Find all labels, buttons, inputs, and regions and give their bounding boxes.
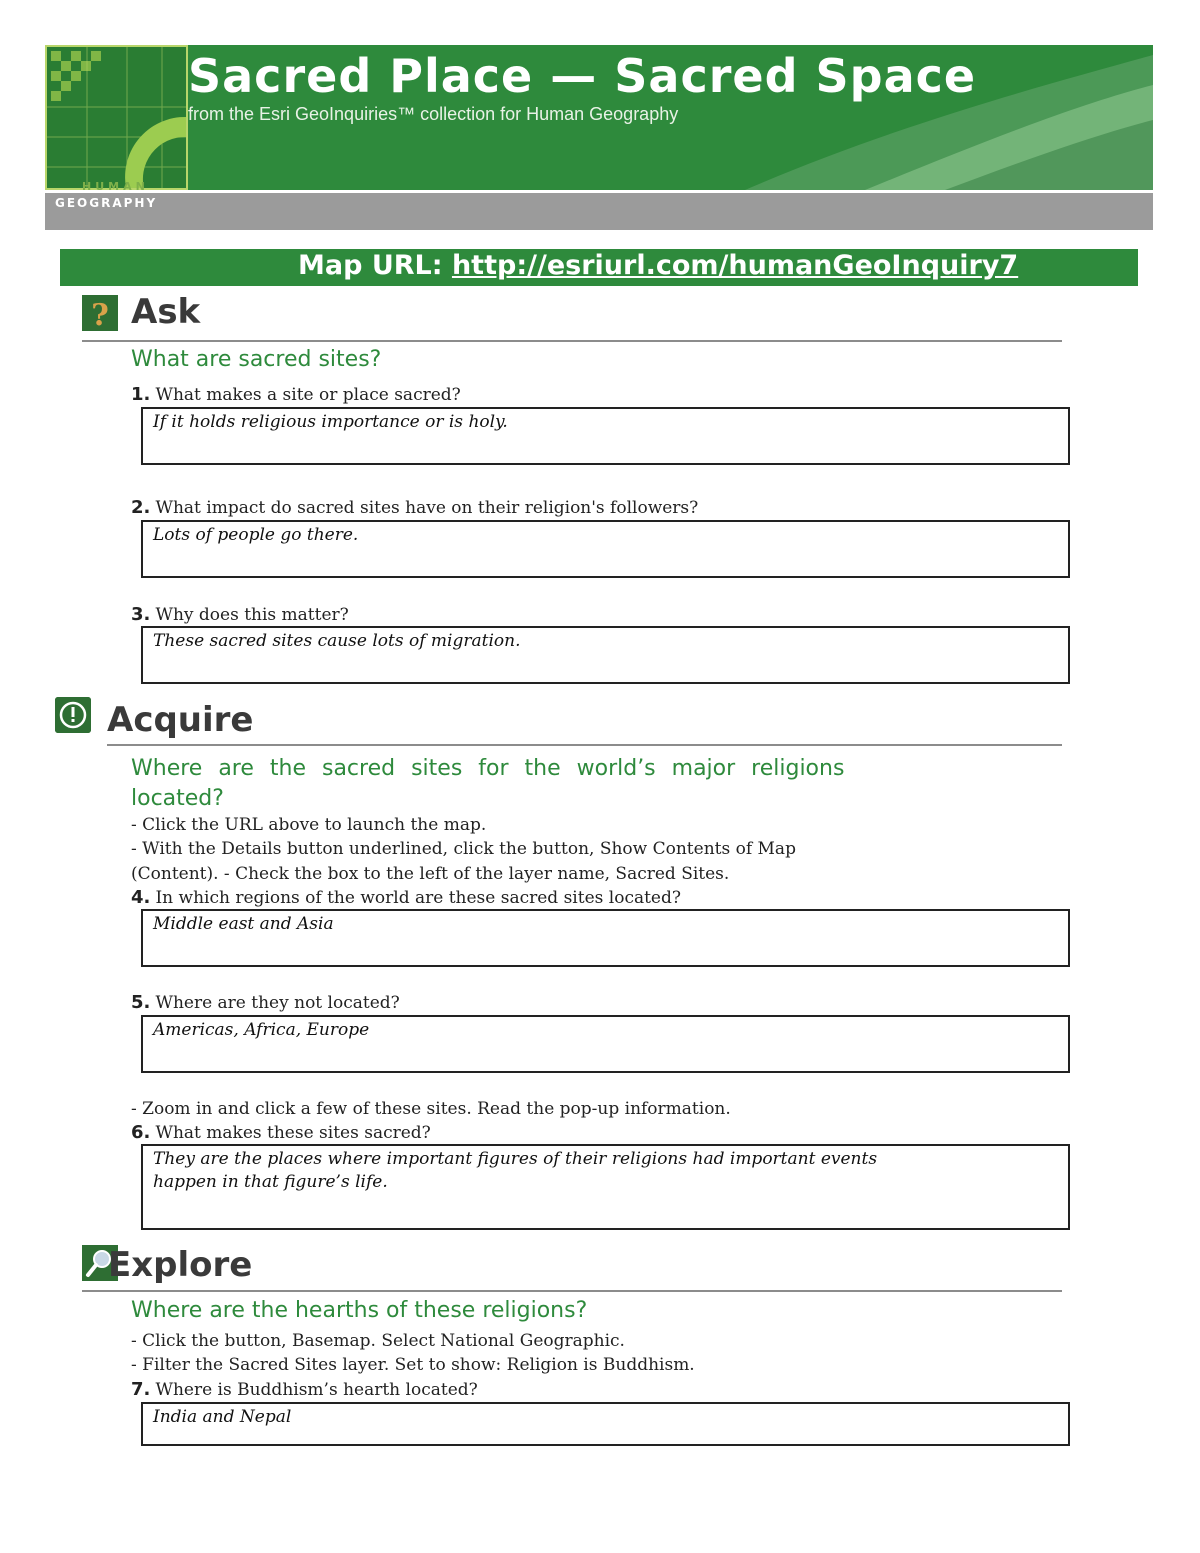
map-url-link[interactable]: http://esriurl.com/humanGeoInquiry7 bbox=[451, 250, 1019, 281]
question-6 bbox=[131, 1122, 431, 1143]
acquire-section-rule bbox=[107, 744, 1062, 746]
instruction-line: - With the Details button underlined, click the button, Show Contents of Map bbox=[131, 839, 796, 859]
question-number: 1. bbox=[131, 384, 151, 405]
answer-text: happen in that figure’s life. bbox=[153, 1172, 388, 1192]
map-url-label: Map URL: bbox=[298, 250, 443, 281]
answer-box-7[interactable] bbox=[141, 1402, 1070, 1446]
acquire-subheading-line-1: Where are the sacred sites for the world’s major religions bbox=[131, 756, 845, 781]
answer-box-3[interactable] bbox=[141, 626, 1070, 684]
logo-text-geography: GEOGRAPHY bbox=[55, 196, 158, 210]
question-2 bbox=[131, 497, 698, 518]
answer-text: India and Nepal bbox=[153, 1407, 292, 1427]
answer-text: They are the places where important figures of their religions had important events bbox=[153, 1149, 878, 1169]
question-number: 3. bbox=[131, 604, 151, 625]
answer-box-4[interactable] bbox=[141, 909, 1070, 967]
question-text: In which regions of the world are these sacred sites located? bbox=[155, 888, 681, 908]
answer-text: If it holds religious importance or is holy. bbox=[153, 412, 508, 432]
instruction-line: - Click the button, Basemap. Select National Geographic. bbox=[131, 1331, 625, 1351]
instruction-line: - Zoom in and click a few of these sites. Read the pop-up information. bbox=[131, 1099, 731, 1119]
answer-text: Americas, Africa, Europe bbox=[153, 1020, 370, 1040]
page-subtitle: from the Esri GeoInquiries™ collection for Human Geography bbox=[188, 104, 679, 124]
question-1 bbox=[131, 384, 461, 405]
ask-section-title: Ask bbox=[131, 292, 201, 332]
question-5 bbox=[131, 992, 400, 1013]
instruction-line: (Content). - Check the box to the left of the layer name, Sacred Sites. bbox=[131, 864, 730, 884]
question-number: 4. bbox=[131, 887, 151, 908]
instruction-line: - Click the URL above to launch the map. bbox=[131, 815, 487, 835]
explore-section-rule bbox=[82, 1290, 1062, 1292]
question-3 bbox=[131, 604, 349, 625]
question-text: Where are they not located? bbox=[155, 993, 400, 1013]
answer-box-5[interactable] bbox=[141, 1015, 1070, 1073]
question-4 bbox=[131, 887, 681, 908]
question-number: 7. bbox=[131, 1379, 151, 1400]
human-geography-logo bbox=[45, 45, 188, 190]
question-number: 6. bbox=[131, 1122, 151, 1143]
question-number: 5. bbox=[131, 992, 151, 1013]
question-7 bbox=[131, 1379, 478, 1400]
answer-box-1[interactable] bbox=[141, 407, 1070, 465]
header-gray-bar bbox=[45, 193, 1153, 230]
svg-text:?: ? bbox=[91, 298, 109, 331]
logo-graphic bbox=[47, 47, 188, 190]
logo-text-human: HUMAN bbox=[82, 180, 149, 193]
question-text: Where is Buddhism’s hearth located? bbox=[155, 1380, 478, 1400]
answer-box-2[interactable] bbox=[141, 520, 1070, 578]
page-title: Sacred Place — Sacred Space bbox=[188, 49, 977, 103]
question-text: What impact do sacred sites have on their religion's followers? bbox=[155, 498, 699, 518]
acquire-section-icon bbox=[55, 697, 91, 733]
answer-text: These sacred sites cause lots of migration. bbox=[153, 631, 521, 651]
question-number: 2. bbox=[131, 497, 151, 518]
ask-section-rule bbox=[82, 340, 1062, 342]
answer-text: Lots of people go there. bbox=[153, 525, 359, 545]
question-mark-icon bbox=[82, 295, 118, 331]
exclamation-icon bbox=[55, 697, 91, 733]
answer-box-6[interactable] bbox=[141, 1144, 1070, 1230]
question-text: What makes a site or place sacred? bbox=[155, 385, 461, 405]
explore-section-title: Explore bbox=[108, 1245, 253, 1285]
ask-section-icon bbox=[82, 295, 118, 331]
explore-subheading: Where are the hearths of these religions? bbox=[131, 1298, 588, 1323]
ask-subheading: What are sacred sites? bbox=[131, 347, 382, 372]
instruction-line: - Filter the Sacred Sites layer. Set to show: Religion is Buddhism. bbox=[131, 1355, 695, 1375]
acquire-section-title: Acquire bbox=[107, 700, 254, 740]
question-text: What makes these sites sacred? bbox=[155, 1123, 431, 1143]
answer-text: Middle east and Asia bbox=[153, 914, 334, 934]
question-text: Why does this matter? bbox=[155, 605, 349, 625]
map-url-line bbox=[298, 250, 1018, 281]
acquire-subheading-line-2: located? bbox=[131, 786, 224, 811]
